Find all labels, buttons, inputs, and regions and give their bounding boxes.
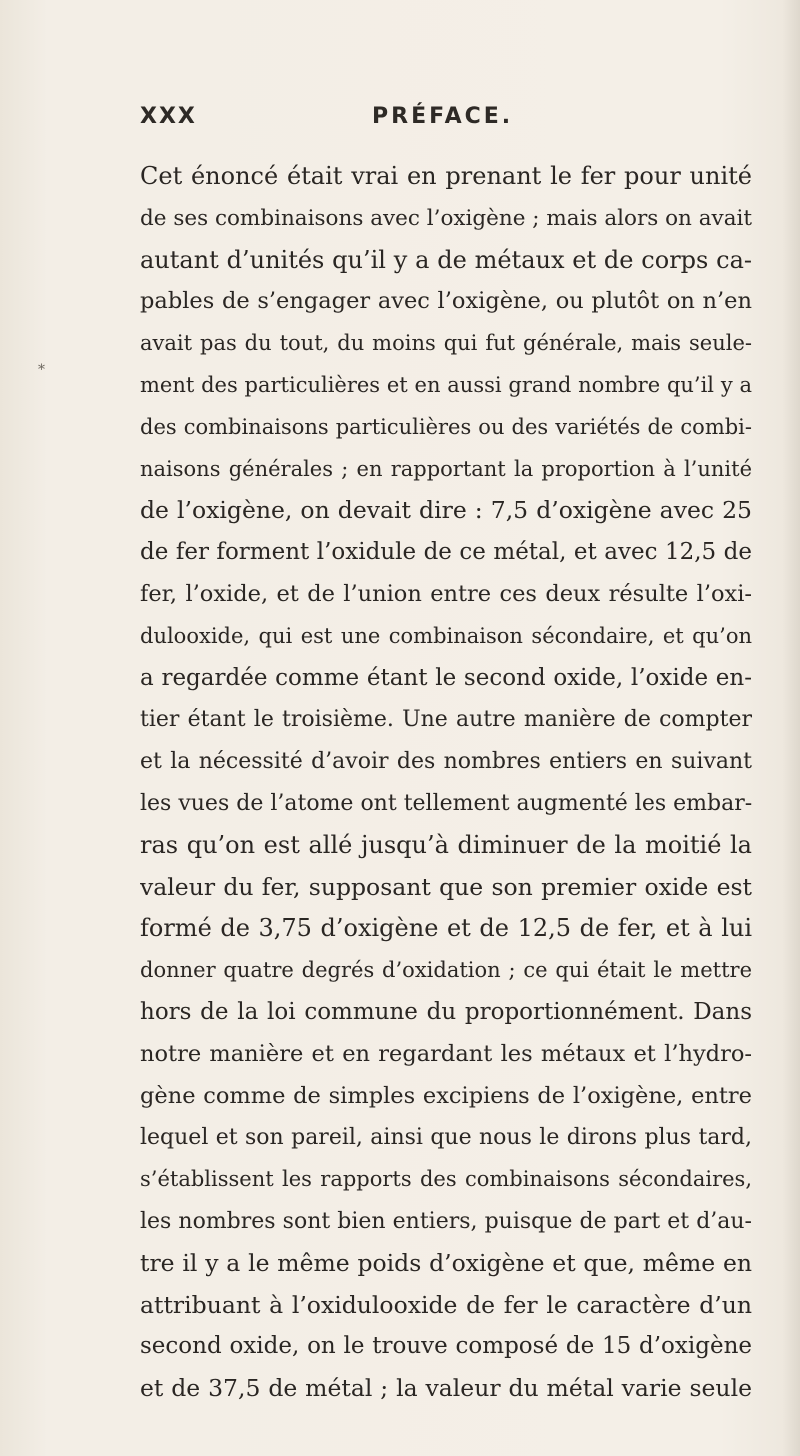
page-header	[140, 104, 760, 144]
text-line: fer, l’oxide, et de l’union entre ces deux résulte l’oxi-	[140, 580, 752, 607]
page-edge-shadow	[782, 0, 800, 1456]
text-line: notre manière et en regardant les métaux et l’hydro-	[140, 1040, 752, 1067]
text-line: les nombres sont bien entiers, puisque de part et d’au-	[140, 1208, 752, 1234]
text-line: et de 37,5 de métal ; la valeur du métal varie seule	[140, 1374, 752, 1403]
text-line: de l’oxigène, on devait dire : 7,5 d’oxigène avec 25	[140, 496, 752, 525]
text-line: pables de s’engager avec l’oxigène, ou plutôt on n’en	[140, 288, 752, 315]
text-line: dulooxide, qui est une combinaison sécondaire, et qu’on	[140, 623, 752, 648]
text-line: de fer forment l’oxidule de ce métal, et avec 12,5 de	[140, 539, 752, 566]
text-line: Cet énoncé était vrai en prenant le fer pour unité	[140, 162, 752, 190]
text-line: hors de la loi commune du proportionnément. Dans	[140, 998, 752, 1025]
text-line: de ses combinaisons avec l’oxigène ; mais alors on avait	[140, 205, 752, 231]
text-line: formé de 3,75 d’oxigène et de 12,5 de fer, et à lui	[140, 914, 752, 943]
running-title: PRÉFACE.	[372, 104, 514, 129]
text-line: et la nécessité d’avoir des nombres entiers en suivant	[140, 749, 752, 775]
text-line: autant d’unités qu’il y a de métaux et de corps ca-	[140, 245, 752, 274]
text-line: a regardée comme étant le second oxide, l’oxide en-	[140, 664, 752, 691]
text-line: des combinaisons particulières ou des variétés de combi-	[140, 414, 752, 439]
margin-mark: *	[38, 362, 45, 378]
text-line: avait pas du tout, du moins qui fut générale, mais seule-	[140, 331, 752, 356]
page-number: XXX	[140, 104, 197, 129]
text-line: naisons générales ; en rapportant la proportion à l’unité	[140, 456, 752, 481]
text-line: gène comme de simples excipiens de l’oxigène, entre	[140, 1082, 752, 1109]
text-line: tre il y a le même poids d’oxigène et que, même en	[140, 1248, 752, 1277]
text-line: les vues de l’atome ont tellement augmenté les embar-	[140, 790, 752, 816]
text-line: tier étant le troisième. Une autre manière de compter	[140, 707, 752, 733]
body-text	[140, 156, 752, 1410]
text-line: attribuant à l’oxidulooxide de fer le caractère d’un	[140, 1290, 752, 1319]
text-line: ment des particulières et en aussi grand nombre qu’il y a	[140, 372, 752, 397]
text-line: second oxide, on le trouve composé de 15 d’oxigène	[140, 1333, 752, 1360]
text-line: valeur du fer, supposant que son premier oxide est	[140, 872, 752, 901]
text-line: s’établissent les rapports des combinaisons sécondaires,	[140, 1167, 752, 1192]
text-line: donner quatre degrés d’oxidation ; ce qui était le mettre	[140, 958, 752, 983]
text-line: lequel et son pareil, ainsi que nous le dirons plus tard,	[140, 1125, 752, 1151]
text-line: ras qu’on est allé jusqu’à diminuer de la moitié la	[140, 830, 752, 859]
